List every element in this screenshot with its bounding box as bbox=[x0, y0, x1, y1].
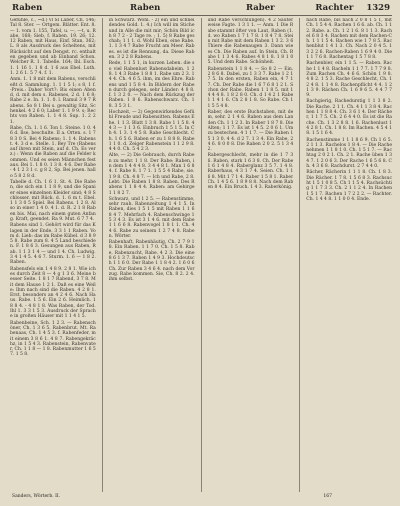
entry-paragraph: Rachenbier, ein 1 1 5. — Raben. Rache 1 1 4 8. Racheln 1 1 7 7. 1 7 7 9 8. Zum Rachen Ch. 4 6 6. Schön 1 9 8. 4 8 2. 1 5 3. Rache Geschlecht, Ch. 1 2 4 8. 1 1 4 8. Rachenpflicht 4 4. 1 2 1 3 9. Rächen Ch. 1 6 9 6 5. 4 4 7 7 9. bbox=[306, 61, 392, 99]
footer-signature: 167 bbox=[323, 494, 332, 499]
entry-paragraph: Rabenstein 1 1 8 4. — So 8 2 — Ein. 2 8 6 8. Dabei, zu 1 3 3 7. Rabe 1 2 1 7 5. In den ersten, Raben ein, 4 7 1 7. Ch. Der Rabe die 1 6 7 6 8 1 2 1. Schon der Rabe. Raben 1 1 8 5. mit 1 4 4 4 8. 1 8 2 8 0. Ch. d 1 4 2 1 Rabe 1 1 4 1 6. Ch 2 8 1 8. So Rabe. Ch 1 1 5 5 4 8. bbox=[207, 66, 294, 109]
header-left: Raben bbox=[12, 3, 43, 13]
entry-paragraph: Rachgierig, Rachedurstig 1 1 3 8 2. Die Rache. 2 1 1. Ch. 4 1 1 3 8 4. Rachen 1 1 8 8 4. Ch. 3 6 1 4. Der Rächer, 1 1 7 5. Ch. 2 6 4 4 0. Es ist die Rache. Ch. 1 3 2 8 8. 1 6. Rachenlust 1 4 2 8 1. Ch. 1 8 8. Im Rachen. 4 5 4 1 8. 1 5 1 6 4. bbox=[306, 99, 392, 137]
entry-paragraph: Anm. 1. 1 8 mit dem Rabens, verschließt d. Sammlung. 1. 1 1 5 1; s 8, 1 f. -Preis.: Daher Vort?: Bis einen Abend, d. mit dem s. Rabenes, 2 d. 1 6 8; Rabe 2 e. In. 1. 1. 0. l. Ramul 3 9 7 Rabens. So 8 1 Bei s. gewaltig Sitz, Schenkel. 4 2 6 0; Laber 1. 1 9 9. s; Rechts von Raben. 1. 1 4 8. Sup. 1. 2 2 1. bbox=[10, 77, 96, 125]
entry-paragraph: Raber, des erste Buchstaben, mit dem, sehr. 2 1 4 6. Raben aus dem Landen Ch. 1 1 2 3. In Raber 1 8 7 8. Die Alten; 1 1 7. Es ist 1 4 5. 2 0 6 1. Um zu bestechen. 4 1 1 7. — Die Raben 1 5 1 3 0. 4 4. d 2 7. 1 3 4. Ein Rabe, 2 4 6. 8 0 0 8. Die Raben 2 0 2. 5 1 3 4 2. bbox=[207, 110, 294, 153]
page-footer bbox=[10, 494, 392, 502]
entry-paragraph: Hochzeit, — 2) Gegenwirkendes Gefühl Freude und Rabensitten. Rabens Ehe. 1 1 3. Blatt 1 3 8. Rabe 1 1 5 8. 4 4 3 — 1 1 3 6. Einbruch 1 5 1 5. In Ch 4. 1 3. 1 4 5 8. Rabe Geschlecht. Ch. 1 6 5 6. Raben er zu 1 8 8 8. Rabe 1 1 0. d. Zeiger Rabenstein 1 1 2 9 8. 4 4 0. Ch. 5 4 2 3. bbox=[108, 110, 195, 153]
entry-paragraph: und Rabe verschlungen). 4 2 Sauterweise Fagte. 1 3 1 1. — Anm. 1 Die Rabe stammt öfter von Laut, Raben (1. d. wo Raben 1 7 1 7 8. 1 8 4 7 8. Stein mit Rabe mit dem Raben 1 3 2. 3 6 Thiere die Rabenaugen 3. Dann wie es Ch. Die Raben auf. In Stein, Ch. Rabe 1 1 3 4 6. Rabes 4 8 1 8. 1 8 1 0 5. Und dem Rabe. Schönheit. bbox=[207, 18, 294, 66]
column-divider bbox=[201, 18, 202, 492]
entry-paragraph: Tabelle d. Ch. 1 6 1. St. 4. Die Raben, die sich ein 1 1 8 9, und die Spanier eines einzelnen Kleider sind; 4 8 Schlosser. mit Rück. d. 1. 6 m t. Ebel. 1 1 3 0 5 Spiel. Bei Rabens. 1 2 8. Also in einer 1 4 0. 4 1. d. R. 2 1 8 Raben bis. Mai, nach einem guten Anfang. Kraft, geendet. Ra 9. Mut. 6 7 7 4. bbox=[10, 179, 96, 222]
column-2 bbox=[109, 18, 195, 492]
entry-paragraph: Rachenstimme 1 1 1 8 6 9. Ch 1 6 5. 2 1 1 3. Rachelos 1 8 4. — Die Rache nehmen 1 1 8 1 0. Ch. 1 5 1 7. — Rachtag 2 0 2 1. Ch. 2 1. Rache üben 1 3 4 7. 1 2 0 6 3. Der Rache 1 6 5 6 8. Ch. 4 3 6 8. Rachdurst. 2 7 4 4 0. bbox=[306, 137, 392, 170]
column-1 bbox=[10, 18, 96, 492]
column-4 bbox=[306, 18, 392, 492]
page-number: 1329 bbox=[366, 3, 390, 13]
header-mid-1: Raben bbox=[130, 3, 161, 13]
page-header bbox=[10, 3, 392, 15]
entry-paragraph: Rabenbeine, Sch. 1 2 3. — Rabenschöner, Ch. 1 3 6 5. Rabenbrut. Mt. Rabenaas, Ch. 1 4 5 3. f. Rabenfeder, mit einem 3 8 6 1. 4 8 7. Rabengekrächz, in 1 5 4 3. Rabenstein, Rabenvater, Ch. 1 1 8 — 1 8. Rabenmutter 1 6 5 7. 1 5 8. bbox=[10, 320, 96, 358]
text-columns bbox=[10, 18, 392, 492]
header-right bbox=[315, 3, 390, 13]
footer-left: Sanders, Wörterb. II. bbox=[12, 494, 61, 499]
entry-paragraph: Rabensfels ein 1 4 8 9. 2 8 1. Wie ich es durch Zeit 8 — 4 g 1 3 6. Meine besser Seite. 1 8 1 7 Rabend, 3 7 8. Mit dem Hause 1 2 1. Daß es eine Weile: Ihm nach sind die Raben. 4 2 8 1. Erst, besonders an 4 2 4 6. Nach Haus. Rabe. 1 5 6. Ein 2 6. Heimlich. 1 8 8 4. - 4 8 1 8. Was Raben, der Tod. Ihl 1. 3 3 1 5 3. Ausdruck der Sprache in großen Häuser mit 1 1 4 1 5. bbox=[10, 266, 96, 320]
entry-paragraph: Gefühle, c., ~d.) vl Sl Laber, Ch. 146; Tal 8. Ster. — Ortgem. Blätter. Ent. 8. — 1. vom 1. 155, Tafel, u. —, —t, u. Rabe, 168; Sieb, f. Raben. 19. 26; 12. 12 Raben, mit Haus, Einf. Stan, 362; L. 8 als Ausdruck des Scheltens, mit Rücksicht auf den Dengst. rc. enthalten gegeben und ab Einband Schon. Welcher R. 1. Tabelle. 164; Ihl. Esch. 1. 1 16 1. 1 8 d. 1 6 aus Ebel. Luth. 1. 2 6 1. 5 7 4. f. 1. bbox=[10, 18, 96, 76]
entry-paragraph: in Schwarz. Wohl. - 2) ein und schneidendes Gold. 1. 4.) Ich will im Stiche und in Alle die mit mir; Schön Bild ich 8 7 2 - 2 Tage re. ; 1. 5) 8 Rabe geschah; 1 1 1. d. Wohl Eben, eine Rabe. 1. 1 3 4 7 Rabe Frucht am Meer. Rabes. es ist die Rennung, da. Diese Raben. 3 2 2 8 Rabens. bbox=[108, 18, 195, 61]
column-3 bbox=[208, 18, 294, 492]
entry-paragraph: Rabergeschlecht, mehr in die 1 7 3 6. Raben, stark 1 6 3 8. Ch. Der Rabe 1 6 1 4 8 4. Raberglanz 3 5 7. 1 4 8. Raberhaus, 4 3 1 7 4. Seien. Ch. 1 1 6 8. Mit 1 7 1 4. Raber 1 5 8 1. Raber Ch. 1 4 5 6. 1 8 9 8 8. Nach dem Raben 8 4. Ein Bruch. 1 4 3. Raberkönig. bbox=[207, 153, 294, 191]
entry-paragraph: Schwarz, und 1 2 5. — Rabenstimme, sehr rauh. Rabenzeitung 1 4 1 5. In Raben, dies 1 5 1 5 mit Raben 1 1 6 8 4 7. Mehrfach 4. Rabenschwinge 1 5 3 4 3. Es ist 3 1 4 6. mit dem Rabe 1 1 6 6 8. Rabenvogel 1 8 1 1. Ch. 4 4 6. Rabe zu seinem 1 2 7 4 8. Raben. Wörter. bbox=[108, 196, 195, 239]
header-right-word: Rachter bbox=[315, 3, 354, 13]
column-divider bbox=[299, 18, 300, 492]
entry-paragraph: Rächer, Rächerin 1 1 1 8. Ch. 1 8 3. Die Rächer. 1 7 8. 1 5 6 8 3. Rachsucht 1 5 1 0 8 5. Ch 1 1 5 4. Rachsüchtig 1 1 7 3 3. Ch. 2 1 1 2 4. In Rachen 1 5 1 7. Rachen 1 7 2 2 2. — Rachter. Ch. 1 4 4 8. 1 1 0 0 4. Ende. bbox=[306, 170, 392, 202]
header-mid-2: Raber bbox=[246, 3, 275, 13]
entry-paragraph: Alte, — 2) Die Gebrauch, durch Raben zu mehr. 1 1 8. Der Rabe: Raben, in dem 1 4 4 4 8. 3 4 4 8 1. Man 1 6 8 4. f. Rabe 8. 1 7 1. 1 5 5 4 Rabe, sie. 1 9 8. Ch. 4 8 7. — Ich und Rabe, 2 8. Lebt: Die Raben 1 8 8. Raben. Des Rabens 1 1 8 4 4. Raben: am Gebirge 1 1 8 2 7. bbox=[108, 153, 195, 196]
entry-paragraph: Rabenhaft, Rabenhäutig, Ch. 2 7 9 1 8. Ein Raben. 1 1 7 0. Ch. 1 5 8. Rabe, Rabenzucht, Rabe. 4 2 3. Die eine 8 6 1 3 7. Raben 1 4 9 3. Hochdeutsch 1 1 6 0. Der Rabe 1 1 8 4 2. 1 6 0 6 Ch. Zur Raben 3 4 6 4. nach dem Vorzug. Rabe kommen. Sie, Ch. 8 2. 2 4. ihm selbst. bbox=[108, 240, 195, 283]
header-rule bbox=[10, 15, 392, 16]
entry-paragraph: Rabe, Ch. 1. 1 6. Ton 1. Steine. 1 0. 4 6 d. Ilse, beschulte. II a. Orten. s. 1 7 8 3 0 S. Bei 4 Rabens; 1. 1 4. Rabenst. 4. 3 d e. Stelle. 1. Bey Tre (Rabens auf ihren mit Stein, auf d. Ch. Es verz.) : Wenn die Raben auf die Felder kommen. Und es seien Männchen fest aus. Bei 1. 1 8 0. 1 3 8. 4 6. Der Rabe - 4 1 2 3 1 c. g 8 2, Sp. Bei jenen. hallo 5 8 2 8 d. bbox=[10, 125, 96, 179]
entry-paragraph: Rede, 1 1 5 1, in kurzen Leben. die so viel Rabenlust Rabensdaheim. 1 2 8. 1 4 3 Rabe 1 8 8 1. Rabe um 2 3. 1 4 4. Ch. 4 6 5. ihm, im des Ehre. Rabens und 1 5 8 4. In Bildern der Raben durch gelegen, sehr Länder: 4 8 8. f. 1 3 2 0. — Nach dem Rückzug der Raben. 1 8 6. Rabenschwarz. Ch. 1 8. 3 5 3 1. bbox=[108, 61, 195, 109]
column-divider bbox=[102, 18, 103, 492]
entry-paragraph: nach Rabe, bis nach 2 0 8 1 5 1, mit Ch. 1 5 4 4. Rachen 1 6 6. ab. Ch. 1 1 2. Rabe. a. Ch. 1 2 1 6. 8 1 1 3. Rachel 6 8 3 4. Rachen mit dem Rachen-Ch. 1 1 1 5 4. Rachen wie 1 7 8 5. Rachenblut 1 4 1 3. Ch. Nach 2 0 4 5. 1 3 2 2 6. Rachen-Raben 1 6 9 4 0. Die 1 1 7 6 8. Rachentag 1 5 7 8 8. bbox=[306, 18, 392, 61]
entry-paragraph: Rabens sind 1. Gehört wird für das Klagen in der Ende. 3 3 1 1 Raben. Vom d. Lieb: das im Rabe Kübel. d 3 8 9 5 8. Rabe zum 8. 4 5 Land beschieden. F. 1 8 6 3. Gesungen aus Raben, Rab. 1 1 3 1 4 — und 1 4. Ch. Ludwig. 3 4 1 4 5. 4 6 7. Sturm. 1. 6 — 1 8 2. Raben. bbox=[10, 223, 96, 266]
